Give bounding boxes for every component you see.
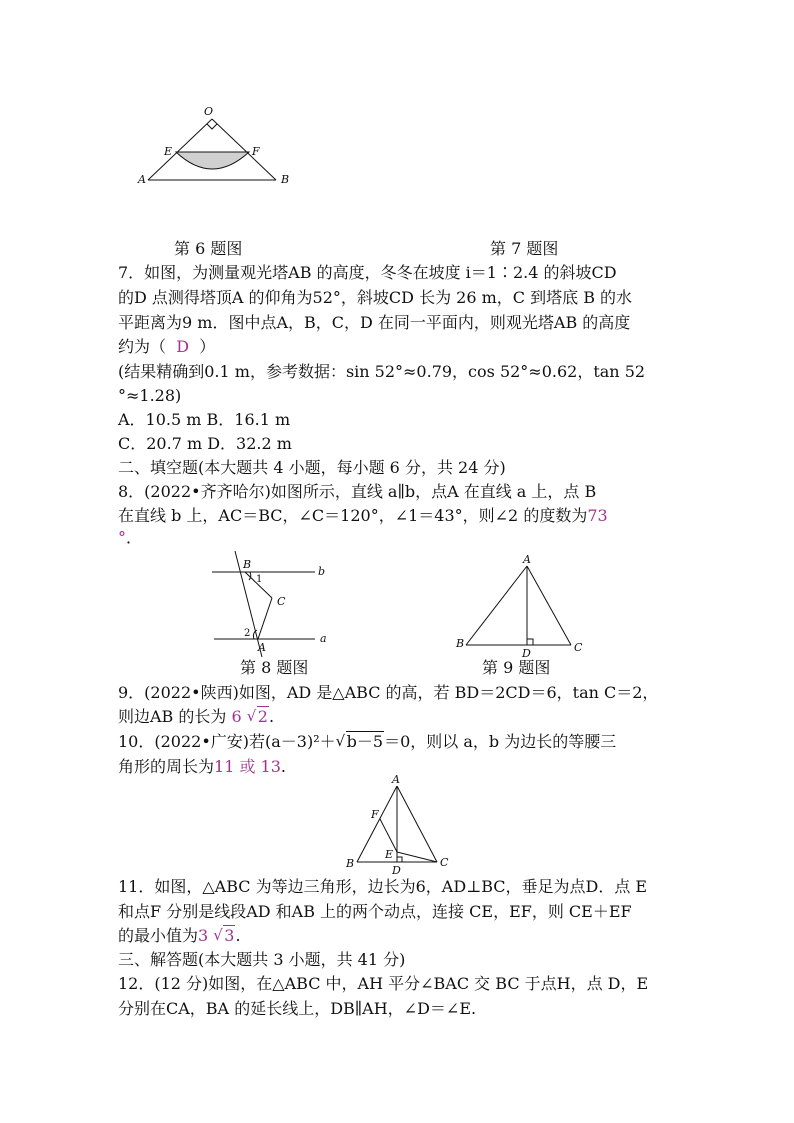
q12-line-1: 12．(12 分)如图，在△ABC 中，AH 平分∠BAC 交 BC 于点H，点 D，E xyxy=(118,974,649,993)
fig8-label-c: C xyxy=(277,595,286,608)
fig8-label-line-b: b xyxy=(318,565,326,578)
fig11-segment-ce xyxy=(397,852,437,862)
fig8-label-line-a: a xyxy=(320,632,327,645)
fig9-caption: 第 9 题图 xyxy=(482,658,551,677)
fig7-caption: 第 7 题图 xyxy=(490,239,559,258)
q7-line-3: 平距离为9 m．图中点A，B，C，D 在同一平面内，则观光塔AB 的高度 xyxy=(118,313,631,332)
q10-end: . xyxy=(280,757,287,776)
q9-line-1: 9．(2022•陕西)如图，AD 是△ABC 的高，若 BD＝2CD＝6，tan C＝2， xyxy=(118,683,659,702)
section-2-heading: 二、填空题(本大题共 4 小题，每小题 6 分，共 24 分) xyxy=(118,458,506,477)
q9-end: . xyxy=(268,707,275,726)
q10-stem-c: 角形的周长为 xyxy=(118,757,215,776)
q10-answer: 11 或 13 xyxy=(214,757,281,776)
q9-answer: 6 √ 2 xyxy=(231,707,268,726)
q11-answer: 3 √ 3 xyxy=(198,926,235,945)
q8-answer-unit: ° xyxy=(118,528,126,547)
q9-answer-radicand: 2 xyxy=(257,707,268,726)
fig6-label-f: F xyxy=(252,145,260,158)
q10-stem-b: ＝0，则以 a，b 为边长的等腰三 xyxy=(384,732,617,751)
fig11-label-e: E xyxy=(385,848,394,861)
fig8-label-2: 2 xyxy=(244,628,251,639)
q11-stem: 的最小值为 xyxy=(118,926,199,945)
q11-line-1: 11．如图，△ABC 为等边三角形，边长为6，AD⊥BC，垂足为点D．点 E xyxy=(118,877,648,896)
q9-stem: 则边AB 的长为 xyxy=(118,707,227,726)
q7-line-2: 的D 点测得塔顶A 的仰角为52°，斜坡CD 长为 26 m，C 到塔底 B 的水 xyxy=(118,288,633,307)
fig11-side-ac xyxy=(397,786,437,862)
q11-end: . xyxy=(235,926,241,945)
q11-answer-coef: 3 xyxy=(198,926,209,945)
q7-answer: D xyxy=(176,337,190,356)
q10-stem-a: 10．(2022•广安)若(a－3)²＋ xyxy=(118,732,336,751)
fig6-caption: 第 6 题图 xyxy=(174,239,243,258)
fig11-label-c: C xyxy=(440,856,449,869)
q7-line-1: 7．如图，为测量观光塔AB 的高度，冬冬在坡度 i＝1∶2.4 的斜坡CD xyxy=(118,263,617,282)
fig11-label-b: B xyxy=(346,857,355,870)
q8-answer-value: 73 xyxy=(587,506,608,525)
q8-end: ． xyxy=(126,528,143,547)
fig11-label-f: F xyxy=(371,808,379,821)
fig8-label-b: B xyxy=(243,558,252,571)
fig9-label-a: A xyxy=(523,553,531,566)
fig6-label-e: E xyxy=(164,145,173,158)
fig6-label-o: O xyxy=(204,105,214,118)
fig6-label-b: B xyxy=(281,173,290,186)
q12-line-2: 分别在CA，BA 的延长线上，DB∥AH，∠D＝∠E. xyxy=(118,999,477,1018)
q7-stem-end: 约为（ xyxy=(118,337,167,356)
fig9-label-c: C xyxy=(574,641,583,654)
q7-options-ab: A．10.5 m B．16.1 m xyxy=(118,410,291,429)
fig11-label-d: D xyxy=(392,864,401,877)
q9-answer-coef: 6 xyxy=(231,707,242,726)
q7-options-cd: C．20.7 m D．32.2 m xyxy=(118,434,292,453)
fig9-label-b: B xyxy=(456,637,465,650)
fig9-label-d: D xyxy=(522,647,531,660)
fig8-caption: 第 8 题图 xyxy=(240,658,309,677)
q7-bracket-close: ） xyxy=(199,337,216,356)
section-3-heading: 三、解答题(本大题共 3 小题，共 41 分) xyxy=(118,950,406,969)
fig11-label-a: A xyxy=(392,773,400,786)
fig8-label-1: 1 xyxy=(256,574,263,585)
q11-line-3 xyxy=(118,925,688,947)
q10-radicand: b－5 xyxy=(346,732,384,751)
q11-answer-radicand: 3 xyxy=(224,926,235,945)
q8-stem: 在直线 b 上，AC＝BC，∠C＝120°，∠1＝43°，则∠2 的度数为 xyxy=(118,506,588,525)
fig11-right-angle-mark xyxy=(397,857,402,862)
q11-line-2: 和点F 分别是线段AD 和AB 上的两个动点，连接 CE，EF，则 CE＋EF xyxy=(118,902,632,921)
q10-line-1: 10．(2022•广安)若(a－3)²＋ √ b－5＝0，则以 a，b 为边长的等腰三 xyxy=(118,732,617,751)
fig8-label-a: A xyxy=(258,641,266,654)
q7-line-6: °≈1.28) xyxy=(118,386,182,405)
fig6-label-a: A xyxy=(138,173,146,186)
q8-line-1: 8．(2022•齐齐哈尔)如图所示，直线 a∥b，点A 在直线 a 上，点 B xyxy=(118,482,597,501)
q7-line-5: (结果精确到0.1 m，参考数据：sin 52°≈0.79，cos 52°≈0.62，tan 52 xyxy=(118,362,646,381)
